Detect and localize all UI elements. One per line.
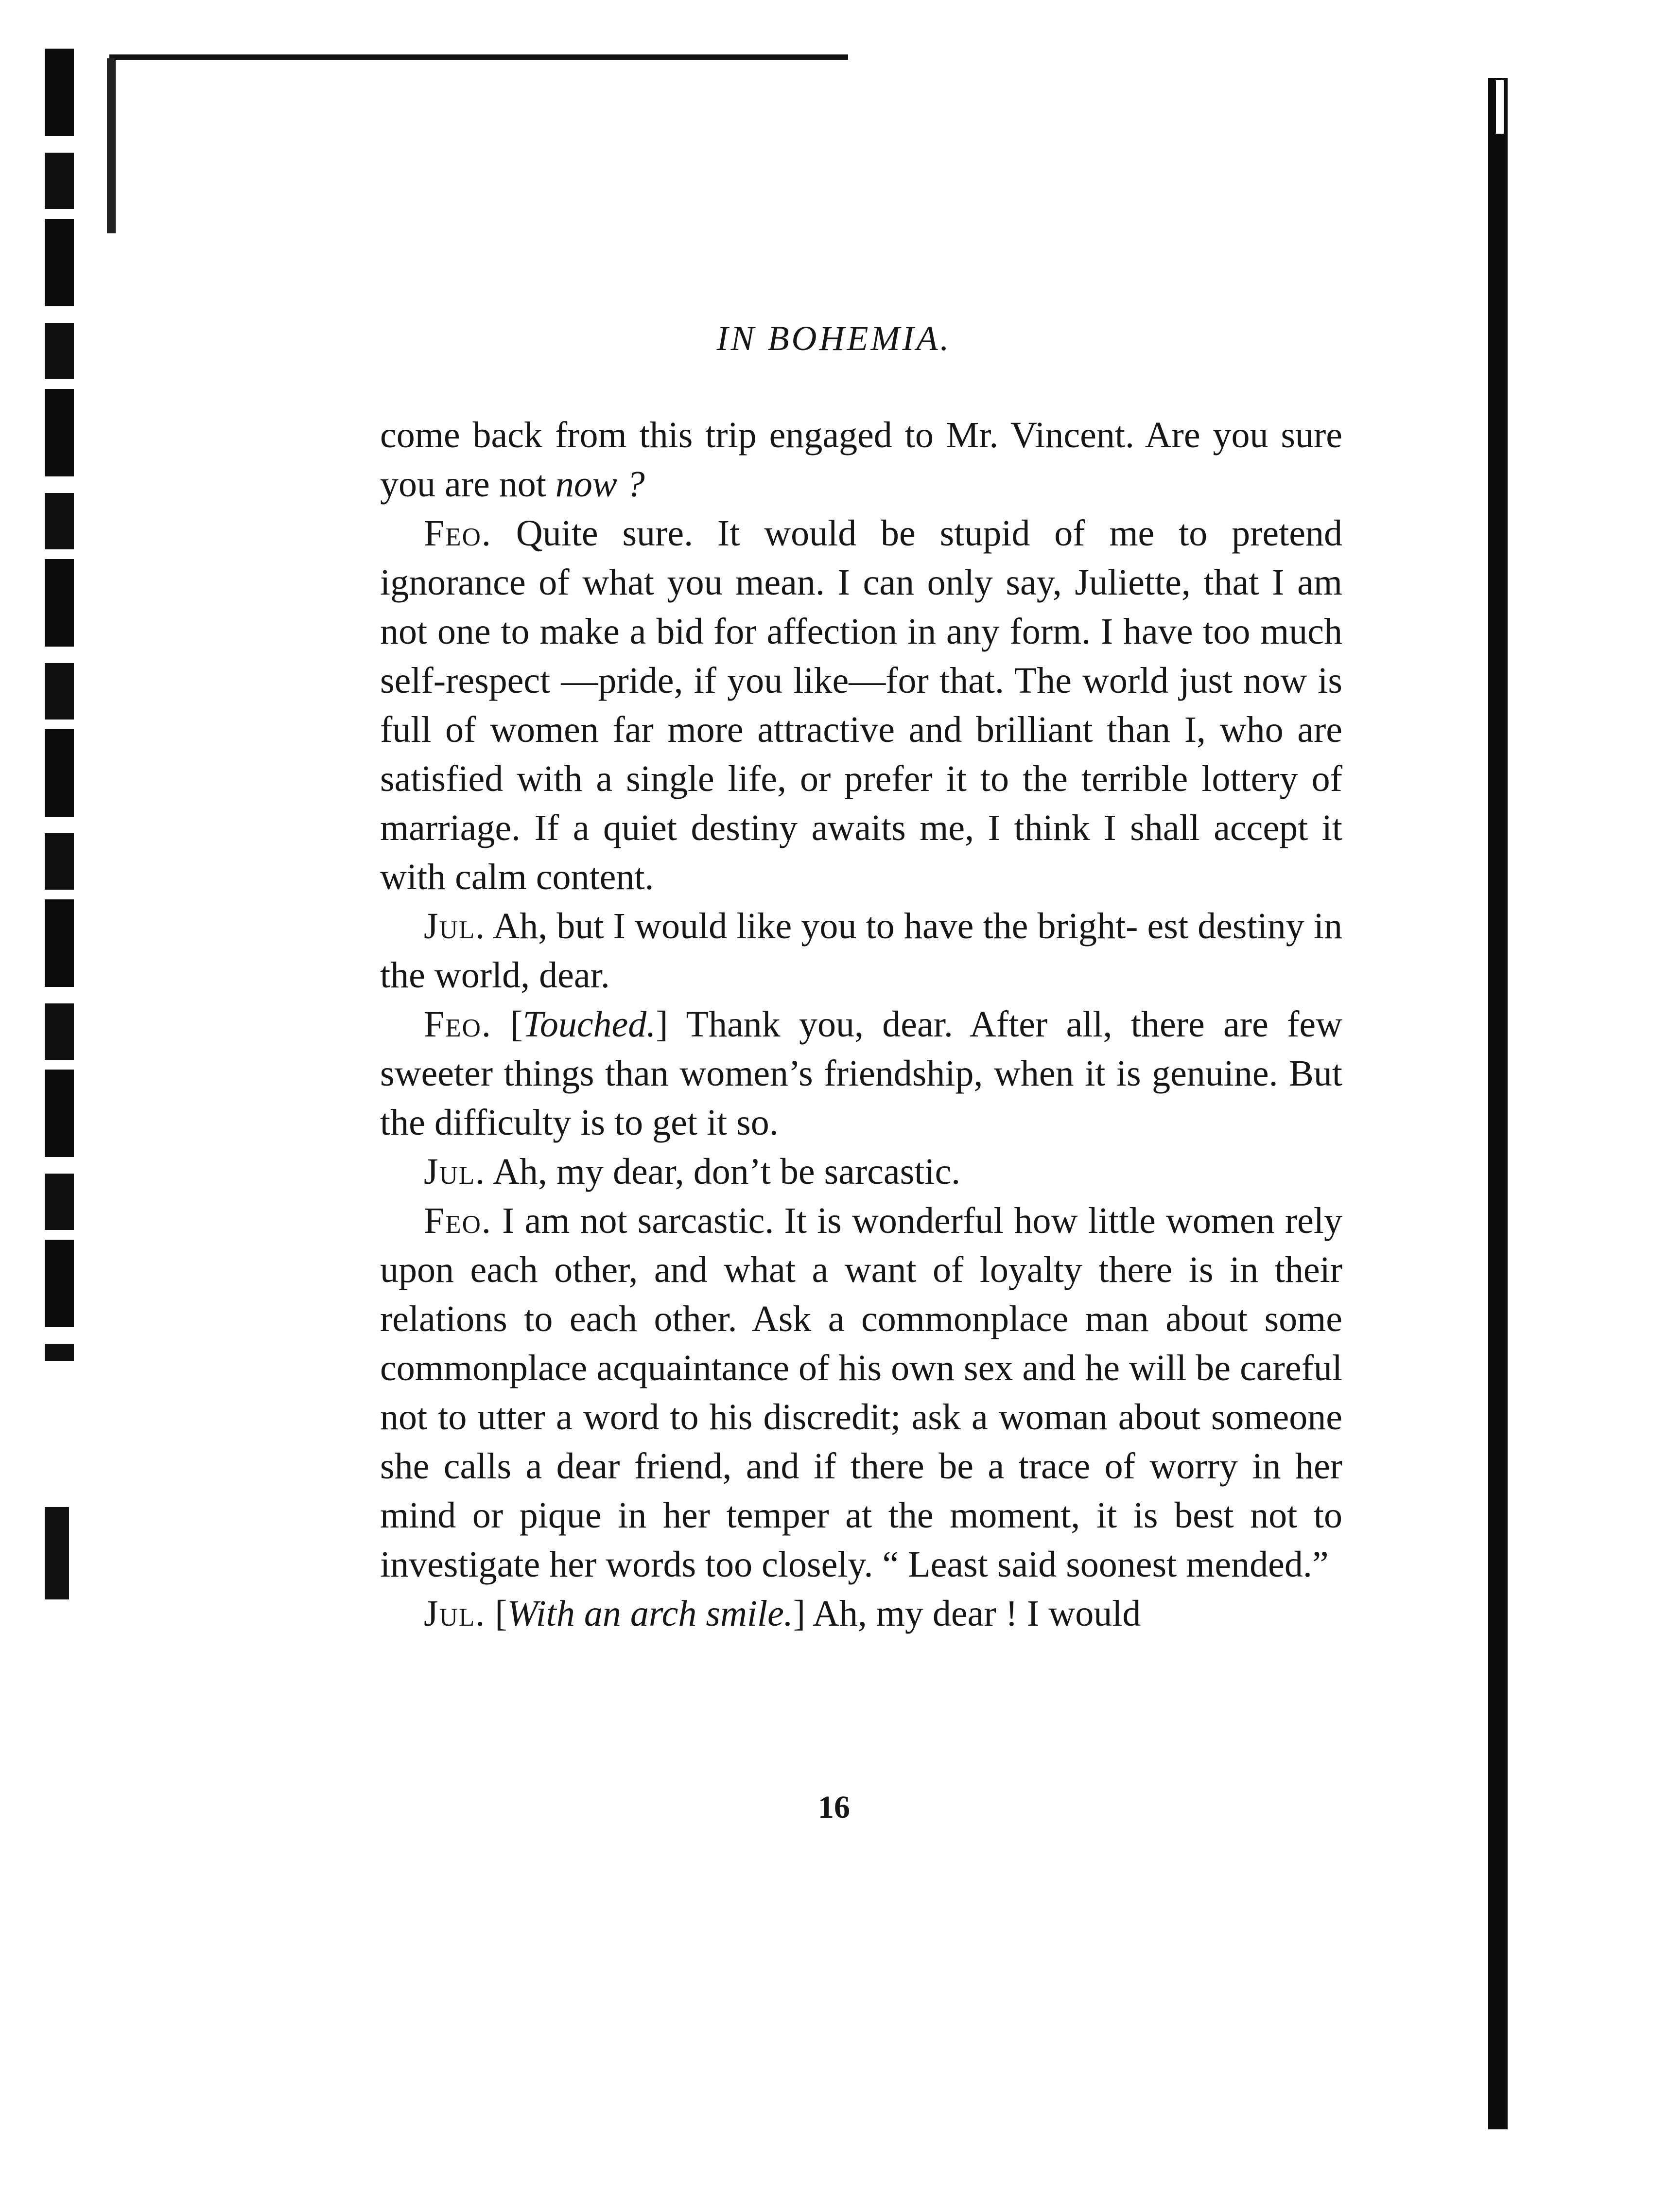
scan-left-margin-block — [45, 1507, 69, 1599]
speaker-name: Feo. — [424, 513, 492, 554]
paragraph-1 — [380, 411, 1342, 509]
scan-left-margin-artifact — [45, 49, 74, 1361]
running-head: IN BOHEMIA. — [716, 319, 952, 358]
speech-text: Ah, my dear, don’t be sarcastic. — [486, 1151, 961, 1192]
stage-direction: Touched. — [522, 1004, 656, 1045]
speech-text: ] Ah, my dear ! I would — [793, 1593, 1141, 1634]
paragraph-5 — [380, 1147, 1342, 1196]
speaker-name: Jul. — [424, 1593, 486, 1634]
speech-text: I am not sarcastic. It is wonderful how little women rely upon each other, and what a want of loyalty there is in their relations to each other. Ask a commonplace man about some commonplace acquaintance of his own sex and he will be careful not to utter a word to his discredit; ask a woman about someone she calls a dear friend, and if there be a trace of worry in her mind or pique in her temper at the moment, it is best not to investigate her words too closely. “ Least said soonest mended.” — [380, 1200, 1342, 1585]
speaker-name: Jul. — [424, 1151, 486, 1192]
speaker-name: Jul. — [424, 906, 486, 947]
paragraph-2 — [380, 509, 1342, 902]
scan-right-bar-notch — [1496, 80, 1504, 134]
page-number: 16 — [818, 1790, 850, 1825]
paragraph-6 — [380, 1196, 1342, 1589]
speech-text: Ah, but I would like you to have the bright- est destiny in the world, dear. — [380, 906, 1342, 996]
paragraph-4 — [380, 1000, 1342, 1147]
speaker-name: Feo. — [424, 1200, 492, 1241]
speech-text: ] Thank you, dear. After all, there are few sweeter things than women’s friendship, when it is genuine. But the difficulty is to get it so. — [380, 1004, 1342, 1143]
bracket-open: [ — [486, 1593, 507, 1634]
scan-top-rule — [109, 54, 848, 60]
scan-left-edge — [107, 58, 116, 233]
paragraph-3 — [380, 902, 1342, 1000]
stage-direction: With an arch smile. — [507, 1593, 793, 1634]
emphasis-now: now ? — [555, 464, 645, 505]
body-text — [380, 411, 1342, 1638]
bracket-open: [ — [491, 1004, 523, 1045]
speech-text: Quite sure. It would be stupid of me to pretend ignorance of what you mean. I can only say, Juliette, that I am not one to make a bid for affection in any form. I have too much self-respect —pride, if you like—for that. The world just now is full of women far more attractive and brilliant than I, who are satisfied with a single life, or prefer it to the terrible lottery of marriage. If a quiet destiny awaits me, I think I shall accept it with calm content. — [380, 513, 1342, 897]
text-segment: come back from this trip engaged to Mr. Vincent. Are you sure you are not — [380, 415, 1342, 505]
speaker-name: Feo. — [424, 1004, 492, 1045]
paragraph-7 — [380, 1589, 1342, 1638]
